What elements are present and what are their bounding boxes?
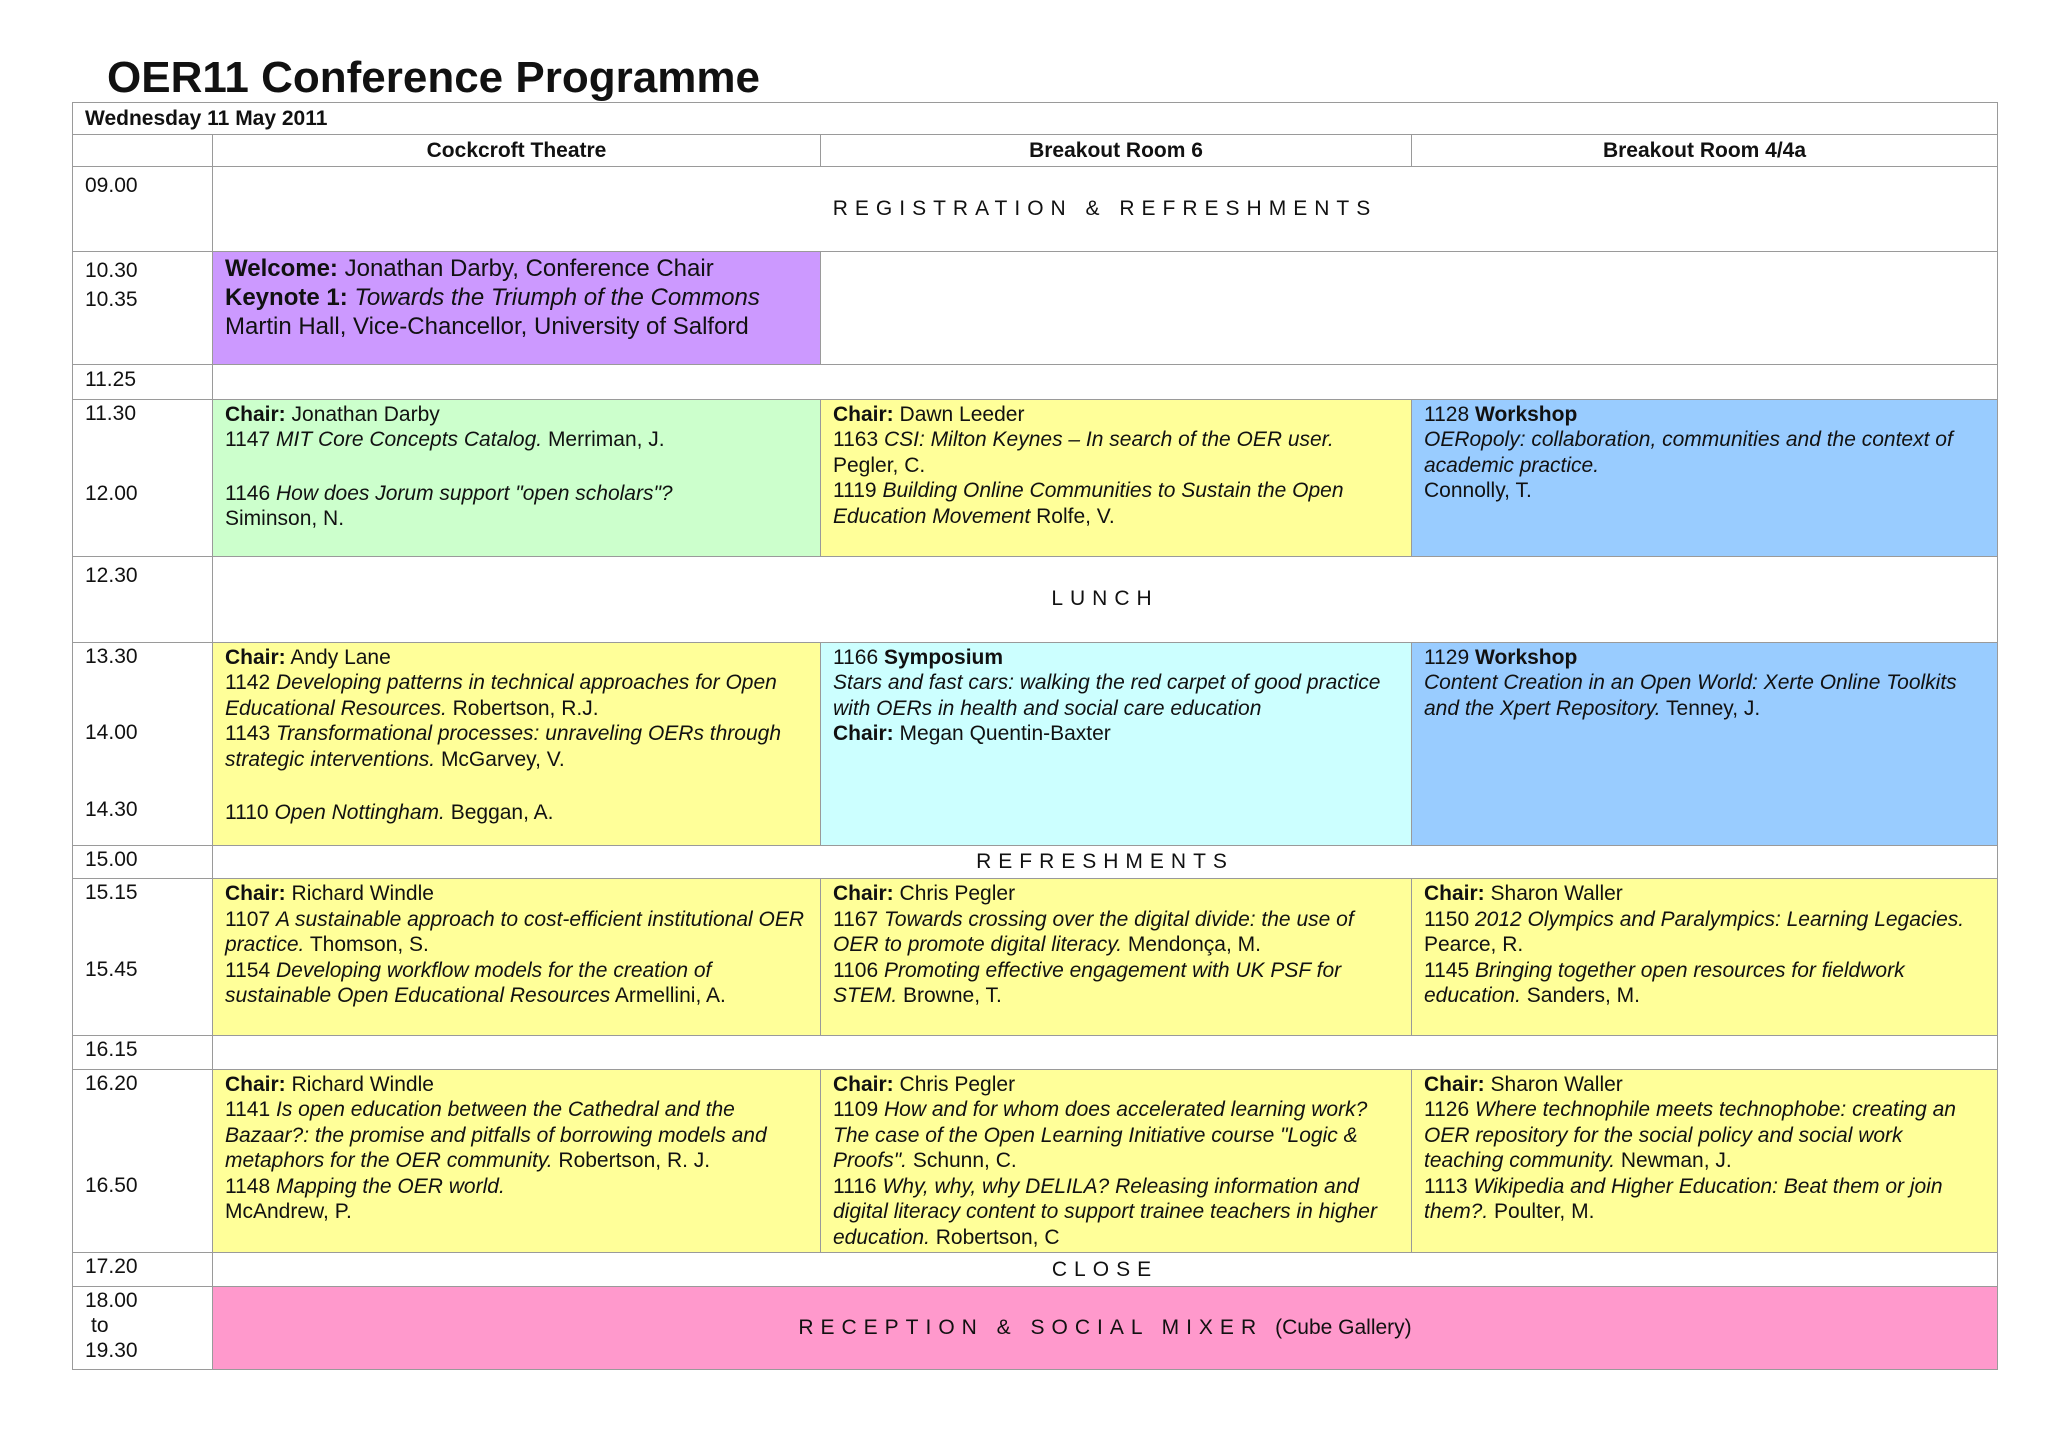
paper-id: 1126 — [1424, 1098, 1475, 1121]
chair-name: Jonathan Darby — [285, 402, 440, 426]
time-cell — [73, 1036, 213, 1070]
registration-banner: REGISTRATION & REFRESHMENTS — [213, 167, 1998, 252]
paper-title: OERopoly: collaboration, communities and the context of academic practice. — [1424, 428, 1953, 477]
chair-label: Chair: — [225, 402, 286, 426]
time-label: 11.25 — [85, 368, 136, 391]
paper-id: 1113 — [1424, 1174, 1474, 1198]
reception-banner — [213, 1286, 1998, 1369]
symposium-label: Symposium — [884, 645, 1004, 669]
paper-author: Beggan, A. — [444, 801, 554, 824]
room-breakout-6: Breakout Room 6 — [821, 135, 1412, 167]
break-row — [73, 365, 1998, 400]
paper-title: Towards crossing over the digital divide: the use of OER to promote digital literacy. — [833, 907, 1354, 956]
break-row — [73, 1036, 1998, 1070]
time-label: 14.00 — [85, 721, 138, 744]
time-cell — [73, 1069, 213, 1253]
time-cell — [73, 167, 213, 252]
workshop-label: Workshop — [1475, 402, 1578, 426]
empty-cell — [821, 252, 1998, 365]
paper-id: 1145 — [1424, 958, 1475, 982]
paper-author: Robertson, C — [929, 1225, 1060, 1249]
chair-name: Chris Pegler — [893, 882, 1016, 905]
session-cell — [821, 879, 1412, 1036]
paper-title: Is open education between the Cathedral and the Bazaar?: the promise and pitfalls of borrowing models and metaphors for the OER community. — [225, 1098, 767, 1172]
time-cell — [73, 399, 213, 556]
paper-title: Open Nottingham. — [274, 801, 445, 824]
time-label: 09.00 — [85, 174, 138, 197]
time-cell — [73, 879, 213, 1036]
paper-author: McGarvey, V. — [435, 747, 565, 771]
lunch-row — [73, 556, 1998, 642]
paper-author: Pearce, R. — [1424, 933, 1524, 956]
paper-title: Why, why, why DELILA? Releasing information and digital literacy content to support trainee teachers in higher education. — [833, 1174, 1377, 1249]
paper-title: MIT Core Concepts Catalog. — [276, 428, 543, 451]
paper-title: Promoting effective engagement with UK PSF for STEM. — [833, 958, 1342, 1007]
session-row — [73, 399, 1998, 556]
paper-id: 1167 — [833, 907, 884, 931]
time-label: 15.15 — [85, 881, 138, 904]
session-cell — [821, 642, 1412, 845]
paper-id: 1129 — [1424, 645, 1475, 669]
empty-cell — [213, 365, 1998, 400]
session-cell — [213, 642, 821, 845]
paper-author: Schunn, C. — [906, 1149, 1017, 1172]
chair-name: Andy Lane — [285, 645, 391, 669]
paper-title: Where technophile meets technophobe: creating an OER repository for the social policy and social work teaching community. — [1424, 1098, 1956, 1172]
time-cell — [73, 365, 213, 400]
room-breakout-4-4a: Breakout Room 4/4a — [1412, 135, 1998, 167]
time-cell — [73, 1253, 213, 1287]
keynote-row — [73, 252, 1998, 365]
reception-label: RECEPTION & SOCIAL MIXER — [798, 1315, 1264, 1339]
chair-label: Chair: — [833, 722, 894, 745]
paper-title: 2012 Olympics and Paralympics: Learning Legacies. — [1475, 907, 1965, 931]
time-cell — [73, 556, 213, 642]
keynote-session — [213, 252, 821, 365]
lunch-banner: LUNCH — [213, 556, 1998, 642]
paper-id: 1154 — [225, 958, 276, 982]
close-row — [73, 1253, 1998, 1287]
time-cell — [73, 252, 213, 365]
paper-id: 1128 — [1424, 402, 1475, 426]
paper-title: Bringing together open resources for fieldwork education. — [1424, 958, 1905, 1007]
paper-author: Tenney, J. — [1660, 696, 1761, 720]
session-cell — [1412, 879, 1998, 1036]
paper-title: How and for whom does accelerated learning work? The case of the Open Learning Initiative course "Logic & Proofs". — [833, 1098, 1368, 1172]
time-label: 14.30 — [85, 797, 138, 821]
day-heading: Wednesday 11 May 2011 — [73, 103, 1998, 135]
time-label: 16.15 — [85, 1038, 138, 1061]
reception-place: (Cube Gallery) — [1275, 1315, 1412, 1339]
paper-author: Mendonça, M. — [1122, 933, 1261, 956]
time-label: 17.20 — [85, 1255, 138, 1278]
chair-label: Chair: — [833, 882, 894, 905]
chair-name: Sharon Waller — [1484, 1072, 1623, 1096]
paper-title: Stars and fast cars: walking the red carpet of good practice with OERs in health and social care education — [833, 671, 1381, 720]
paper-author: Thomson, S. — [304, 933, 429, 956]
keynote-speaker: Martin Hall, Vice-Chancellor, University of Salford — [225, 313, 749, 340]
time-label: 15.45 — [85, 957, 138, 981]
refreshments-row — [73, 845, 1998, 879]
session-cell — [1412, 642, 1998, 845]
paper-author: Pegler, C. — [833, 453, 926, 477]
session-row — [73, 1069, 1998, 1253]
session-cell — [213, 399, 821, 556]
paper-id: 1107 — [225, 907, 276, 931]
session-row — [73, 879, 1998, 1036]
paper-title: Mapping the OER world. — [276, 1174, 505, 1198]
paper-author: Browne, T. — [897, 984, 1002, 1007]
paper-title: A sustainable approach to cost-efficient institutional OER practice. — [225, 907, 805, 956]
page-title: OER11 Conference Programme — [107, 53, 760, 102]
session-cell — [1412, 1069, 1998, 1253]
workshop-label: Workshop — [1475, 645, 1578, 669]
empty-cell — [213, 1036, 1998, 1070]
chair-name: Sharon Waller — [1484, 882, 1623, 905]
keynote-label: Keynote 1: — [225, 284, 348, 311]
paper-author: Siminson, N. — [225, 507, 345, 530]
paper-id: 1143 — [225, 722, 276, 745]
paper-author: McAndrew, P. — [225, 1200, 352, 1223]
keynote-title: Towards the Triumph of the Commons — [347, 284, 760, 311]
paper-id: 1116 — [833, 1174, 883, 1198]
time-label: 16.50 — [85, 1174, 138, 1197]
paper-title: Building Online Communities to Sustain the Open Education Movement — [833, 479, 1344, 528]
paper-id: 1109 — [833, 1098, 884, 1121]
chair-label: Chair: — [225, 645, 286, 669]
programme-table — [72, 102, 1998, 1370]
paper-author: Robertson, R.J. — [446, 696, 599, 720]
paper-id: 1106 — [833, 958, 884, 982]
refreshments-banner: REFRESHMENTS — [213, 845, 1998, 879]
paper-id: 1147 — [225, 428, 276, 451]
paper-id: 1141 — [225, 1098, 276, 1121]
time-label: 18.00 — [85, 1288, 138, 1312]
room-header-row — [73, 135, 1998, 167]
date-row — [73, 103, 1998, 135]
paper-title: Transformational processes: unraveling OERs through strategic interventions. — [225, 722, 782, 771]
paper-id: 1119 — [833, 479, 883, 502]
paper-title: Developing patterns in technical approaches for Open Educational Resources. — [225, 671, 777, 720]
time-label: to — [91, 1313, 109, 1337]
welcome-text: Jonathan Darby, Conference Chair — [337, 255, 714, 282]
paper-id: 1110 — [225, 801, 275, 824]
time-label: 13.30 — [85, 644, 138, 668]
paper-author: Poulter, M. — [1488, 1200, 1595, 1223]
session-cell — [213, 1069, 821, 1253]
chair-name: Megan Quentin-Baxter — [893, 722, 1111, 745]
paper-author: Sanders, M. — [1520, 984, 1640, 1007]
paper-author: Armellini, A. — [610, 984, 726, 1007]
time-label: 16.20 — [85, 1071, 138, 1095]
session-cell — [213, 879, 821, 1036]
registration-row — [73, 167, 1998, 252]
paper-id: 1150 — [1424, 907, 1475, 931]
chair-label: Chair: — [1424, 1072, 1485, 1096]
session-cell — [821, 1069, 1412, 1253]
time-label: 12.30 — [85, 563, 138, 587]
welcome-label: Welcome: — [225, 255, 338, 282]
keynote-line — [225, 283, 808, 312]
paper-id: 1146 — [225, 481, 276, 505]
chair-label: Chair: — [833, 1072, 894, 1096]
paper-id: 1166 — [833, 645, 884, 669]
paper-title: Developing workflow models for the creation of sustainable Open Educational Resources — [225, 958, 712, 1007]
chair-name: Chris Pegler — [893, 1072, 1016, 1096]
time-label: 12.00 — [85, 482, 138, 505]
time-label: 10.30 — [85, 259, 138, 282]
paper-author: Robertson, R. J. — [552, 1149, 711, 1172]
chair-label: Chair: — [225, 1072, 286, 1096]
time-cell — [73, 845, 213, 879]
time-label: 10.35 — [85, 287, 138, 311]
session-cell — [821, 399, 1412, 556]
paper-author: Rolfe, V. — [1030, 504, 1115, 528]
welcome-line — [225, 254, 808, 283]
time-label: 15.00 — [85, 847, 138, 871]
chair-name: Dawn Leeder — [893, 402, 1025, 426]
paper-title: CSI: Milton Keynes – In search of the OER user. — [884, 428, 1334, 451]
time-cell — [73, 1286, 213, 1369]
paper-id: 1163 — [833, 428, 884, 451]
time-label: 19.30 — [85, 1338, 138, 1362]
reception-row — [73, 1286, 1998, 1369]
paper-author: Merriman, J. — [542, 428, 665, 451]
paper-title: Wikipedia and Higher Education: Beat them or join them?. — [1424, 1174, 1943, 1223]
close-banner: CLOSE — [213, 1253, 1998, 1287]
time-cell — [73, 642, 213, 845]
chair-label: Chair: — [1424, 882, 1485, 905]
session-row — [73, 642, 1998, 845]
paper-author: Connolly, T. — [1424, 479, 1532, 502]
paper-id: 1148 — [225, 1174, 276, 1198]
chair-label: Chair: — [225, 882, 286, 905]
time-header-cell — [73, 135, 213, 167]
paper-title: Content Creation in an Open World: Xerte Online Toolkits and the Xpert Repository. — [1424, 671, 1957, 720]
room-cockcroft-theatre: Cockcroft Theatre — [213, 135, 821, 167]
chair-label: Chair: — [833, 402, 894, 426]
session-cell — [1412, 399, 1998, 556]
paper-id: 1142 — [225, 671, 276, 694]
paper-title: How does Jorum support "open scholars"? — [276, 481, 673, 505]
chair-name: Richard Windle — [285, 882, 434, 905]
time-label: 11.30 — [85, 401, 136, 425]
paper-author: Newman, J. — [1615, 1149, 1732, 1172]
chair-name: Richard Windle — [285, 1072, 434, 1096]
